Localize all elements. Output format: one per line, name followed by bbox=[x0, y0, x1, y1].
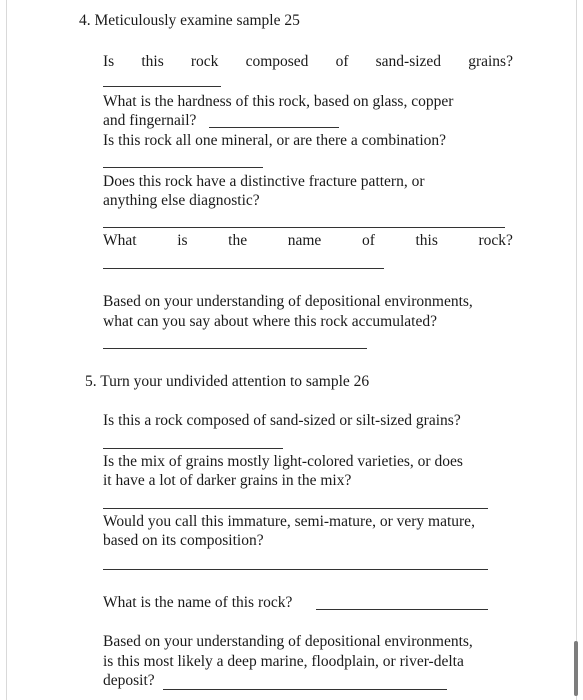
q4-word: of bbox=[361, 232, 375, 249]
q5-maturity-question-line2: based on its composition? bbox=[103, 532, 264, 549]
q4-mineral-question: Is this rock all one mineral, or are there a combination? bbox=[103, 132, 447, 149]
q4-word: this bbox=[415, 232, 438, 249]
q4-hardness-question-line1: What is the hardness of this rock, based on glass, copper bbox=[103, 93, 454, 110]
q4-word: this bbox=[141, 53, 164, 70]
left-page-edge bbox=[6, 0, 7, 700]
q4-word: grains? bbox=[468, 53, 513, 70]
q4-word: is bbox=[177, 232, 188, 249]
q4-word: rock bbox=[190, 53, 219, 70]
q4-heading: 4. Meticulously examine sample 25 bbox=[79, 12, 300, 29]
q5-heading: 5. Turn your undivided attention to sample 26 bbox=[85, 373, 370, 390]
scrollbar-thumb[interactable] bbox=[574, 641, 578, 696]
q4-environment-answer-line[interactable] bbox=[103, 348, 367, 349]
q5-grain-color-answer-line[interactable] bbox=[103, 508, 488, 509]
q5-grain-color-question-line1: Is the mix of grains mostly light-colored varieties, or does bbox=[103, 453, 463, 470]
q4-environment-question-line2: what can you say about where this rock accumulated? bbox=[103, 313, 437, 330]
q4-hardness-answer-line[interactable] bbox=[209, 127, 339, 128]
q4-word: sand-sized bbox=[375, 53, 442, 70]
q4-word: rock? bbox=[478, 232, 513, 249]
q4-fracture-question-line1: Does this rock have a distinctive fracture pattern, or bbox=[103, 173, 425, 190]
q4-mineral-answer-line[interactable] bbox=[103, 167, 263, 168]
q4-word: Is bbox=[103, 53, 115, 70]
q5-grain-color-question-line2: it have a lot of darker grains in the mix? bbox=[103, 472, 352, 489]
q4-sand-grains-answer-line[interactable] bbox=[103, 86, 221, 87]
q4-environment-question-line1: Based on your understanding of depositional environments, bbox=[103, 293, 473, 310]
right-page-edge bbox=[576, 0, 577, 700]
q4-rock-name-answer-line[interactable] bbox=[103, 268, 384, 269]
q5-maturity-question-line1: Would you call this immature, semi-mature, or very mature, bbox=[103, 513, 475, 530]
q4-fracture-question-line2: anything else diagnostic? bbox=[103, 192, 260, 209]
q5-grain-size-question: Is this a rock composed of sand-sized or silt-sized grains? bbox=[103, 412, 461, 429]
q4-word: What bbox=[103, 232, 137, 249]
q5-deposit-question-line1: Based on your understanding of depositional environments, bbox=[103, 633, 473, 650]
q4-fracture-answer-line[interactable] bbox=[103, 227, 505, 228]
q5-rock-name-answer-line[interactable] bbox=[316, 609, 488, 610]
q4-sand-grains-question bbox=[103, 52, 513, 72]
q4-word: name bbox=[287, 232, 322, 249]
q4-word: of bbox=[335, 53, 349, 70]
q5-maturity-answer-line[interactable] bbox=[103, 569, 488, 570]
q4-word: the bbox=[228, 232, 248, 249]
q4-hardness-question-line2: and fingernail? bbox=[103, 112, 197, 129]
q5-deposit-answer-line[interactable] bbox=[163, 689, 447, 690]
q5-grain-size-answer-line[interactable] bbox=[103, 448, 283, 449]
q4-rock-name-question bbox=[103, 231, 513, 251]
q5-deposit-question-line3: deposit? bbox=[103, 672, 155, 689]
q5-deposit-question-line2: is this most likely a deep marine, floodplain, or river-delta bbox=[103, 653, 464, 670]
q5-rock-name-question: What is the name of this rock? bbox=[103, 594, 293, 611]
q4-word: composed bbox=[245, 53, 309, 70]
